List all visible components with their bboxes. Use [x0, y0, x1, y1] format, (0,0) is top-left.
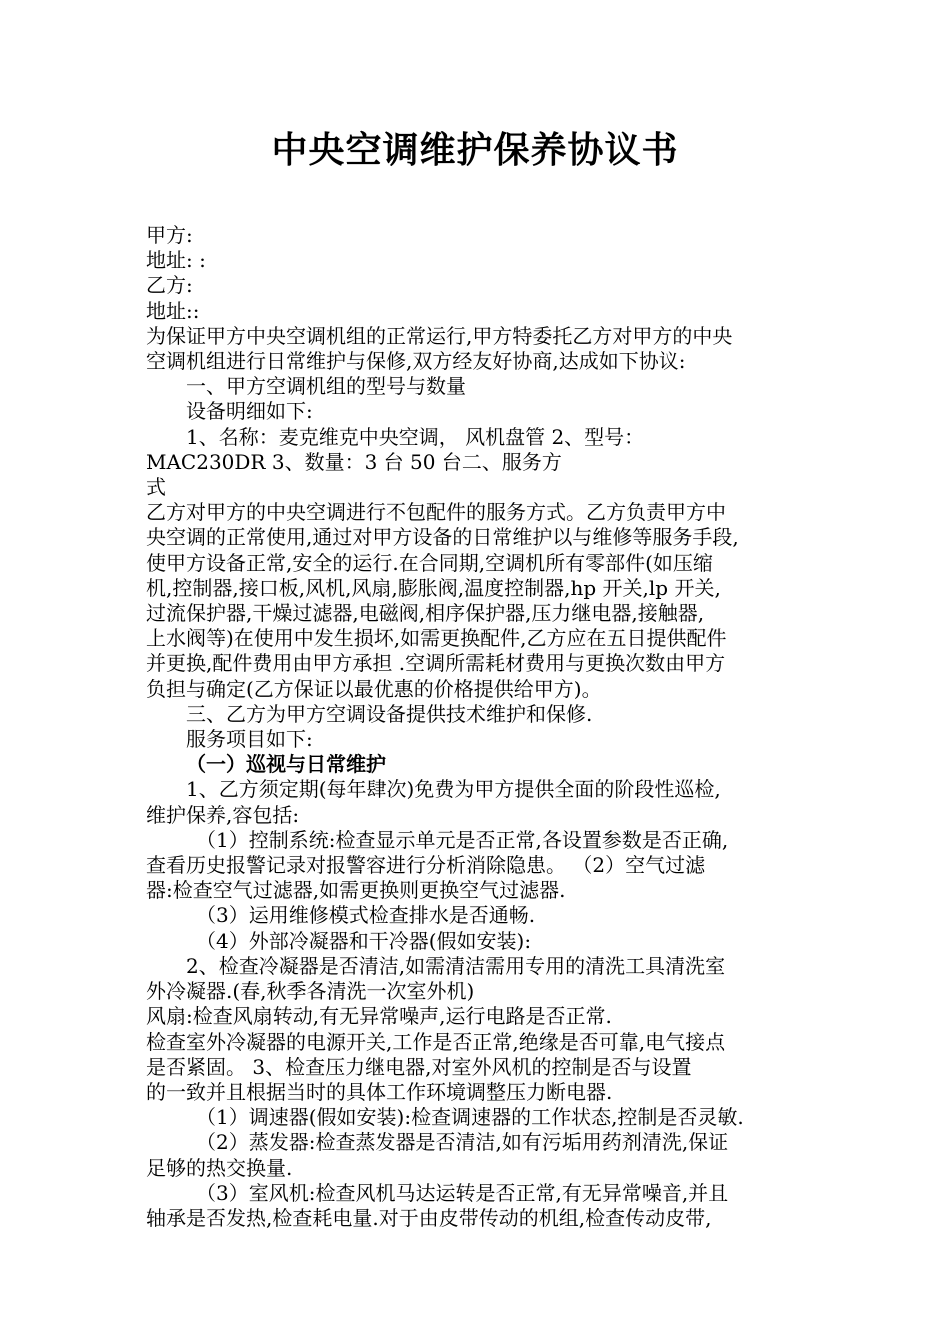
text-line: 机,控制器,接口板,风机,风扇,膨胀阀,温度控制器,hp 开关,lp 开关, [146, 575, 721, 600]
text-line: 的一致并且根据当时的具体工作环境调整压力断电器. [146, 1079, 613, 1104]
text-line: （1）调速器(假如安装):检查调速器的工作状态,控制是否灵敏. [196, 1105, 744, 1130]
text-line: 乙方: [146, 273, 193, 298]
text-line: 足够的热交换量. [146, 1155, 293, 1180]
text-line: 风扇:检查风扇转动,有无异常噪声,运行电路是否正常. [146, 1004, 612, 1029]
text-line: 设备明细如下: [186, 399, 313, 424]
text-line: 外冷凝器.(春,秋季各清洗一次室外机) [146, 979, 475, 1004]
text-line: （2）蒸发器:检查蒸发器是否清洁,如有污垢用药剂清洗,保证 [196, 1130, 729, 1155]
text-line: 服务项目如下: [186, 727, 313, 752]
text-line: 过流保护器,干燥过滤器,电磁阀,相序保护器,压力继电器,接触器, [146, 601, 705, 626]
text-line: 检查室外冷凝器的电源开关,工作是否正常,绝缘是否可靠,电气接点 [146, 1029, 726, 1054]
text-line: 式 [146, 475, 166, 500]
document-title: 中央空调维护保养协议书 [271, 130, 679, 171]
text-line: 地址:: [146, 298, 200, 323]
text-line: 1、乙方须定期(每年肆次)免费为甲方提供全面的阶段性巡检, [186, 777, 721, 802]
text-line: 轴承是否发热,检查耗电量.对于由皮带传动的机组,检查传动皮带, [146, 1205, 712, 1230]
text-line: 使甲方设备正常,安全的运行.在合同期,空调机所有零部件(如压缩 [146, 550, 713, 575]
text-line: 负担与确定(乙方保证以最优惠的价格提供给甲方)。 [146, 676, 602, 701]
text-line: 空调机组进行日常维护与保修,双方经友好协商,达成如下协议: [146, 349, 686, 374]
text-line: （一）巡视与日常维护 [186, 752, 386, 777]
text-line: 查看历史报警记录对报警容进行分析消除隐患。 （2）空气过滤 [146, 853, 706, 878]
text-line: 甲方: [146, 223, 193, 247]
text-line: 上水阀等)在使用中发生损坏,如需更换配件,乙方应在五日提供配件 [146, 626, 727, 651]
text-line: 1、名称：麦克维克中央空调， 风机盘管 2、型号： [186, 424, 645, 449]
text-line: 并更换,配件费用由甲方承担 .空调所需耗材费用与更换次数由甲方 [146, 651, 726, 676]
text-line: MAC230DR 3、数量：3 台 50 台二、服务方 [146, 449, 562, 474]
text-line: 一、甲方空调机组的型号与数量 [186, 374, 466, 399]
text-line: 地址: : [146, 248, 206, 273]
text-line: 器:检查空气过滤器,如需更换则更换空气过滤器. [146, 878, 566, 903]
text-line: 2、检查冷凝器是否清洁,如需清洁需用专用的清洗工具清洗室 [186, 953, 726, 978]
text-line: （4）外部冷凝器和干冷器(假如安装): [196, 928, 532, 953]
text-line: 三、乙方为甲方空调设备提供技术维护和保修. [186, 701, 593, 726]
text-line: （3）室风机:检查风机马达运转是否正常,有无异常噪音,并且 [196, 1180, 729, 1205]
text-line: 央空调的正常使用,通过对甲方设备的日常维护以与维修等服务手段, [146, 525, 739, 550]
text-line: 为保证甲方中央空调机组的正常运行,甲方特委托乙方对甲方的中央 [146, 323, 733, 348]
text-line: 维护保养,容包括: [146, 802, 300, 827]
text-line: 是否紧固。 3、检查压力继电器,对室外风机的控制是否与设置 [146, 1054, 692, 1079]
text-line: （3）运用维修模式检查排水是否通畅. [196, 903, 536, 928]
text-line: 乙方对甲方的中央空调进行不包配件的服务方式。乙方负责甲方中 [146, 500, 726, 525]
text-line: （1）控制系统:检查显示单元是否正常,各设置参数是否正确, [196, 827, 729, 852]
document-body [146, 223, 818, 1231]
